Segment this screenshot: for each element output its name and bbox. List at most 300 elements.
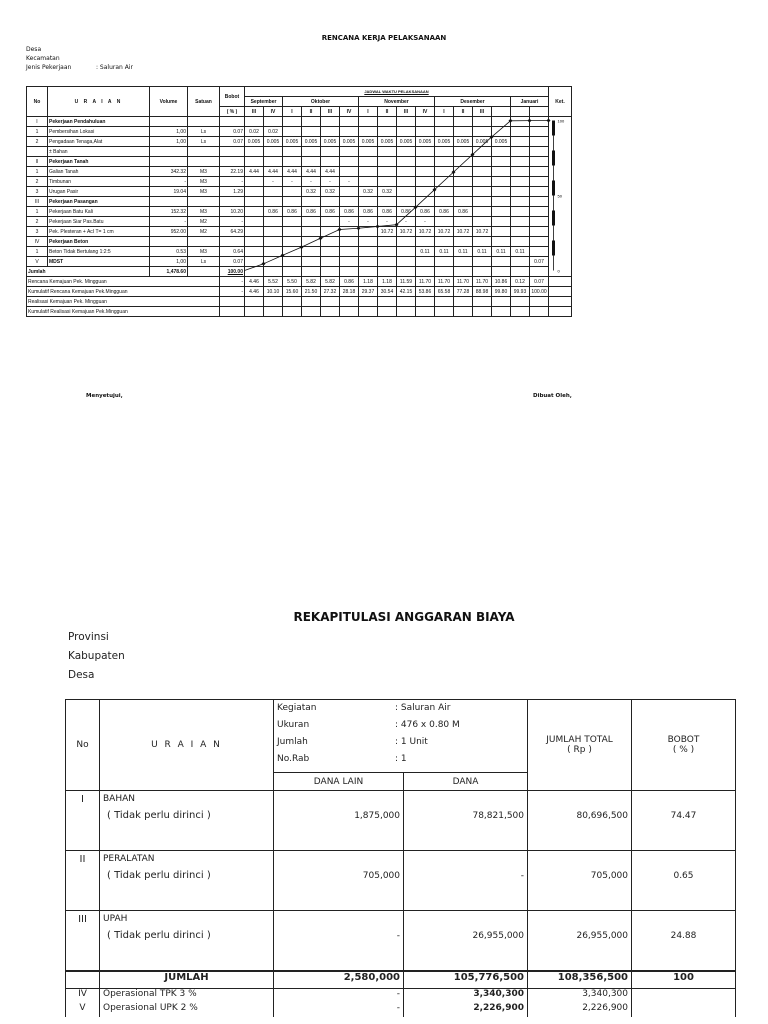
week-value: 0.005 — [283, 137, 302, 147]
row-volume: 1,00 — [150, 257, 188, 267]
week-value: 0.005 — [454, 137, 473, 147]
summary-week-value — [283, 307, 302, 317]
week-value — [397, 237, 416, 247]
week-value: 0.86 — [321, 207, 340, 217]
week-value — [264, 267, 283, 277]
week-value — [283, 197, 302, 207]
schedule-row — [27, 207, 572, 217]
row-volume — [150, 237, 188, 247]
rekap-title: REKAPITULASI ANGGARAN BIAYA — [293, 610, 515, 624]
week-value — [359, 197, 378, 207]
rekap-ops-no: V — [66, 1003, 100, 1017]
rekap-meta — [68, 628, 125, 685]
rekap-row — [66, 791, 736, 851]
row-volume — [150, 147, 188, 157]
week-value — [454, 197, 473, 207]
week-value: 10.72 — [378, 227, 397, 237]
summary-row — [27, 297, 572, 307]
scale-label: 0 — [557, 268, 560, 274]
row-satuan: Ls — [188, 257, 220, 267]
row-no: II — [27, 157, 48, 167]
summary-week-value — [454, 297, 473, 307]
row-bobot: 0.07 — [220, 127, 245, 137]
rekap-row-sub: ( Tidak perlu dirinci ) — [107, 930, 211, 941]
row-no: 1 — [27, 167, 48, 177]
week-value — [454, 187, 473, 197]
norab-value: : 1 — [395, 754, 407, 764]
row-volume: 0.53 — [150, 247, 188, 257]
summary-week-value — [397, 297, 416, 307]
rekap-row — [66, 911, 736, 972]
week-value — [473, 117, 492, 127]
week-value — [530, 207, 549, 217]
week-value — [473, 127, 492, 137]
summary-bobot — [220, 307, 245, 317]
week-value: 0.11 — [492, 247, 511, 257]
ukuran-label: Ukuran — [277, 720, 310, 730]
week-value: - — [397, 217, 416, 227]
week-value — [530, 117, 549, 127]
rekap-row-name: PERALATAN — [103, 854, 155, 864]
rekap-jumlah-row — [66, 971, 736, 989]
row-volume — [150, 197, 188, 207]
schedule-row — [27, 247, 572, 257]
summary-week-value — [416, 307, 435, 317]
week-value: 0.005 — [435, 137, 454, 147]
row-no: 1 — [27, 127, 48, 137]
row-bobot: 0.07 — [220, 137, 245, 147]
week-value: 0.005 — [245, 137, 264, 147]
week-value: 0.86 — [416, 207, 435, 217]
week-value — [302, 217, 321, 227]
summary-week-value: 28.18 — [340, 287, 359, 297]
week-value — [511, 147, 530, 157]
week-value — [321, 157, 340, 167]
week-value: 0.32 — [302, 187, 321, 197]
week-value: 10.72 — [416, 227, 435, 237]
summary-week-value — [397, 307, 416, 317]
summary-week-value — [454, 307, 473, 317]
week-value — [492, 147, 511, 157]
summary-ket — [549, 287, 572, 297]
summary-week-value: 5.52 — [264, 277, 283, 287]
summary-bobot: - — [220, 287, 245, 297]
week-value — [416, 147, 435, 157]
jumlah-label: Jumlah — [27, 267, 150, 277]
week-value — [492, 197, 511, 207]
col-ket-header: Ket. — [549, 87, 572, 117]
summary-week-value — [435, 307, 454, 317]
summary-week-value — [321, 307, 340, 317]
kegiatan-label: Kegiatan — [277, 703, 317, 713]
week-value — [397, 157, 416, 167]
week-value — [492, 187, 511, 197]
row-volume: 1,00 — [150, 137, 188, 147]
week-value: 0.32 — [321, 187, 340, 197]
row-satuan: M3 — [188, 177, 220, 187]
week-value — [511, 167, 530, 177]
week-value — [473, 167, 492, 177]
week-value — [264, 147, 283, 157]
week-value: 0.11 — [473, 247, 492, 257]
rekap-row-name: BAHAN — [103, 794, 135, 804]
jenis-label: Jenis Pekerjaan — [26, 64, 72, 71]
meta-jenis — [26, 63, 133, 72]
rekap-jumlah-dana: 105,776,500 — [404, 971, 528, 989]
week-value: 0.005 — [321, 137, 340, 147]
norab-line — [277, 751, 524, 768]
week-value — [302, 227, 321, 237]
week-value — [511, 207, 530, 217]
week-value: 0.005 — [264, 137, 283, 147]
week-value — [245, 217, 264, 227]
week-value — [530, 187, 549, 197]
jumlah-row — [27, 267, 572, 277]
schedule-row — [27, 197, 572, 207]
week-value — [302, 157, 321, 167]
week-value — [454, 177, 473, 187]
week-value — [492, 217, 511, 227]
row-uraian: Pekerjaan Pasangan — [48, 197, 150, 207]
week-value — [340, 117, 359, 127]
summary-week-value — [473, 307, 492, 317]
week-value — [359, 117, 378, 127]
week-value — [359, 177, 378, 187]
week-value — [397, 127, 416, 137]
rekap-ops-dana: 2,226,900 — [404, 1003, 528, 1017]
week-value — [359, 237, 378, 247]
week-value — [264, 187, 283, 197]
week-value: 4.44 — [245, 167, 264, 177]
week-value — [321, 117, 340, 127]
row-uraian: Galian Tanah — [48, 167, 150, 177]
week-value — [435, 147, 454, 157]
pct-label: ( % ) — [672, 745, 695, 755]
rekap-ops-total: 2,226,900 — [528, 1003, 632, 1017]
week-value: 10.72 — [435, 227, 454, 237]
ukuran-line — [277, 717, 524, 734]
week-value: 4.44 — [321, 167, 340, 177]
row-bobot: - — [220, 217, 245, 227]
col-uraian-header: U R A I A N — [48, 87, 150, 117]
week-value — [473, 207, 492, 217]
week-value — [473, 237, 492, 247]
month-september: September — [245, 97, 283, 107]
week-value: 4.44 — [302, 167, 321, 177]
row-satuan — [188, 117, 220, 127]
summary-week-value — [511, 307, 530, 317]
schedule-row — [27, 147, 572, 157]
week-value — [340, 197, 359, 207]
week-value — [378, 167, 397, 177]
week-value — [245, 177, 264, 187]
week-value — [473, 147, 492, 157]
week-cell — [511, 107, 530, 117]
week-value — [378, 247, 397, 257]
rekap-row-uraian — [100, 791, 274, 851]
week-value — [283, 247, 302, 257]
summary-week-value: 1.18 — [359, 277, 378, 287]
schedule-row — [27, 157, 572, 167]
week-value — [340, 157, 359, 167]
week-value — [435, 217, 454, 227]
summary-week-value — [378, 297, 397, 307]
week-value — [511, 177, 530, 187]
summary-label: Kumulatif Realisasi Kemajuan Pek.Mingguan — [27, 307, 220, 317]
week-value — [473, 257, 492, 267]
dana-lain-header: DANA LAIN — [274, 773, 404, 791]
week-value — [340, 127, 359, 137]
summary-week-value — [359, 307, 378, 317]
rekap-row-dana-lain: - — [274, 911, 404, 972]
rekap-ops-dana-lain: - — [274, 1003, 404, 1017]
week-value — [264, 237, 283, 247]
rekap-row-bobot: 74.47 — [632, 791, 736, 851]
week-value — [416, 197, 435, 207]
week-value: 10.72 — [473, 227, 492, 237]
week-value: 0.005 — [378, 137, 397, 147]
menyetujui-label: Menyetujui, — [86, 393, 123, 399]
week-cell: I — [435, 107, 454, 117]
week-value — [378, 257, 397, 267]
week-value: 0.11 — [511, 247, 530, 257]
row-volume: 1,00 — [150, 127, 188, 137]
rekap-row-total: 26,955,000 — [528, 911, 632, 972]
week-value: 0.32 — [378, 187, 397, 197]
rekap-row-total: 80,696,500 — [528, 791, 632, 851]
week-value: 0.005 — [416, 137, 435, 147]
schedule-row — [27, 117, 572, 127]
week-value — [283, 237, 302, 247]
week-value — [416, 177, 435, 187]
row-no — [27, 147, 48, 157]
rekap-total-header — [528, 700, 632, 791]
row-volume — [150, 157, 188, 167]
rp-label: ( Rp ) — [567, 745, 592, 755]
week-value — [264, 247, 283, 257]
schedule-row — [27, 257, 572, 267]
week-value — [397, 167, 416, 177]
week-value — [530, 137, 549, 147]
week-value — [473, 197, 492, 207]
ukuran-value: : 476 x 0.80 M — [395, 720, 460, 730]
week-value — [245, 227, 264, 237]
summary-week-value: 99.93 — [511, 287, 530, 297]
week-value — [264, 197, 283, 207]
week-value — [530, 267, 549, 277]
summary-week-value: 15.60 — [283, 287, 302, 297]
week-value — [397, 267, 416, 277]
week-value: 0.86 — [378, 207, 397, 217]
week-value — [245, 267, 264, 277]
rekap-table — [65, 699, 736, 1017]
summary-week-value — [473, 297, 492, 307]
rekap-ops-bobot — [632, 1003, 736, 1017]
week-value — [264, 117, 283, 127]
rekap-kegiatan-block — [274, 700, 528, 773]
summary-week-value — [416, 297, 435, 307]
week-value — [416, 167, 435, 177]
row-no: 2 — [27, 217, 48, 227]
jumlah-total-label: JUMLAH TOTAL — [546, 735, 613, 745]
summary-week-value: 100.00 — [531, 288, 547, 295]
week-value — [511, 187, 530, 197]
week-value — [511, 197, 530, 207]
row-bobot: 64.29 — [220, 227, 245, 237]
row-uraian: Pembersihan Lokasi — [48, 127, 150, 137]
week-value — [492, 207, 511, 217]
summary-week-value — [283, 297, 302, 307]
row-bobot — [220, 157, 245, 167]
rekap-row-no: III — [66, 911, 100, 972]
week-cell: II — [378, 107, 397, 117]
rekap-ops-total: 3,340,300 — [528, 989, 632, 1004]
schedule-row — [27, 127, 572, 137]
week-value — [473, 217, 492, 227]
summary-week-value: 27.32 — [321, 287, 340, 297]
row-satuan — [188, 197, 220, 207]
summary-week-value — [302, 297, 321, 307]
week-value — [492, 177, 511, 187]
week-value — [378, 177, 397, 187]
week-value — [245, 147, 264, 157]
row-satuan — [188, 157, 220, 167]
row-volume: - — [150, 177, 188, 187]
week-value — [321, 147, 340, 157]
week-value — [454, 267, 473, 277]
dibuat-oleh-label: Dibuat Oleh, — [533, 393, 572, 399]
rekap-row-bobot: 24.88 — [632, 911, 736, 972]
week-value — [492, 267, 511, 277]
week-value — [435, 197, 454, 207]
row-no: 3 — [27, 187, 48, 197]
summary-week-value: 99.80 — [492, 287, 511, 297]
schedule-row — [27, 137, 572, 147]
summary-ket — [549, 297, 572, 307]
row-volume: 19.04 — [150, 187, 188, 197]
summary-week-value: 1.18 — [378, 277, 397, 287]
week-value — [340, 267, 359, 277]
week-cell: I — [283, 107, 302, 117]
row-bobot — [220, 197, 245, 207]
week-value: 0.86 — [397, 207, 416, 217]
week-value — [435, 257, 454, 267]
row-uraian: ± Bahan — [48, 147, 150, 157]
week-value — [283, 157, 302, 167]
week-value — [245, 157, 264, 167]
week-cell — [530, 107, 549, 117]
week-cell: II — [454, 107, 473, 117]
summary-week-value: 11.59 — [397, 277, 416, 287]
week-value — [283, 267, 302, 277]
row-bobot: 1.29 — [220, 187, 245, 197]
week-value — [321, 217, 340, 227]
summary-ket — [549, 277, 572, 287]
week-value: 10.72 — [454, 227, 473, 237]
week-value — [530, 217, 549, 227]
week-value — [473, 177, 492, 187]
row-uraian: MDST — [48, 257, 150, 267]
week-value — [340, 147, 359, 157]
row-bobot — [220, 147, 245, 157]
week-value — [435, 237, 454, 247]
summary-week-value: 11.70 — [473, 277, 492, 287]
summary-ket — [549, 307, 572, 317]
row-satuan: Ls — [188, 137, 220, 147]
summary-week-value: 42.15 — [397, 287, 416, 297]
week-cell: IV — [340, 107, 359, 117]
summary-week-value — [245, 297, 264, 307]
week-value — [492, 117, 511, 127]
row-no: I — [27, 117, 48, 127]
rekap-uraian-header: U R A I A N — [100, 700, 274, 791]
week-value — [492, 227, 511, 237]
week-value — [530, 197, 549, 207]
week-value — [283, 257, 302, 267]
kegiatan-line — [277, 700, 524, 717]
week-value — [359, 157, 378, 167]
row-no: III — [27, 197, 48, 207]
summary-week-value — [340, 297, 359, 307]
summary-week-value: 11.70 — [416, 277, 435, 287]
week-value — [321, 227, 340, 237]
row-uraian: Pekerjaan Beton — [48, 237, 150, 247]
row-bobot: - — [220, 177, 245, 187]
summary-week-value: 29.37 — [359, 287, 378, 297]
week-value — [397, 147, 416, 157]
month-desember: Desember — [435, 97, 511, 107]
summary-week-value: 10.10 — [264, 287, 283, 297]
rekap-row — [66, 851, 736, 911]
week-value — [416, 257, 435, 267]
week-value: - — [340, 217, 359, 227]
summary-week-value — [264, 307, 283, 317]
summary-bobot: - — [220, 277, 245, 287]
summary-week-value — [378, 307, 397, 317]
summary-week-value: 11.70 — [435, 277, 454, 287]
rencana-title: RENCANA KERJA PELAKSANAAN — [321, 34, 447, 42]
schedule-row — [27, 217, 572, 227]
week-value: 0.86 — [340, 207, 359, 217]
week-value — [511, 117, 530, 127]
week-value — [473, 267, 492, 277]
jadwal-header: JADWAL WAKTU PELAKSANAAN — [245, 87, 549, 97]
week-cell: I — [359, 107, 378, 117]
row-satuan: M3 — [188, 207, 220, 217]
rekap-jumlah-total: 108,356,500 — [528, 971, 632, 989]
rekap-row-bobot: 0.65 — [632, 851, 736, 911]
summary-week-value — [492, 307, 511, 317]
week-value — [530, 237, 549, 247]
week-value — [511, 157, 530, 167]
week-value — [454, 127, 473, 137]
week-value: 0.86 — [283, 207, 302, 217]
summary-week-value: 4.46 — [245, 287, 264, 297]
week-value — [321, 257, 340, 267]
week-value — [435, 187, 454, 197]
week-value — [416, 117, 435, 127]
col-bobot-header: Bobot — [220, 87, 245, 107]
week-value: 0.005 — [492, 137, 511, 147]
norab-label: No.Rab — [277, 754, 310, 764]
summary-week-value: 0.12 — [511, 277, 530, 287]
week-cell: IV — [264, 107, 283, 117]
kegiatan-value: : Saluran Air — [395, 703, 451, 713]
rekap-ops-name: Operasional TPK 3 % — [100, 989, 274, 1004]
week-value — [511, 227, 530, 237]
summary-week-value: 0.86 — [340, 277, 359, 287]
week-value — [492, 157, 511, 167]
